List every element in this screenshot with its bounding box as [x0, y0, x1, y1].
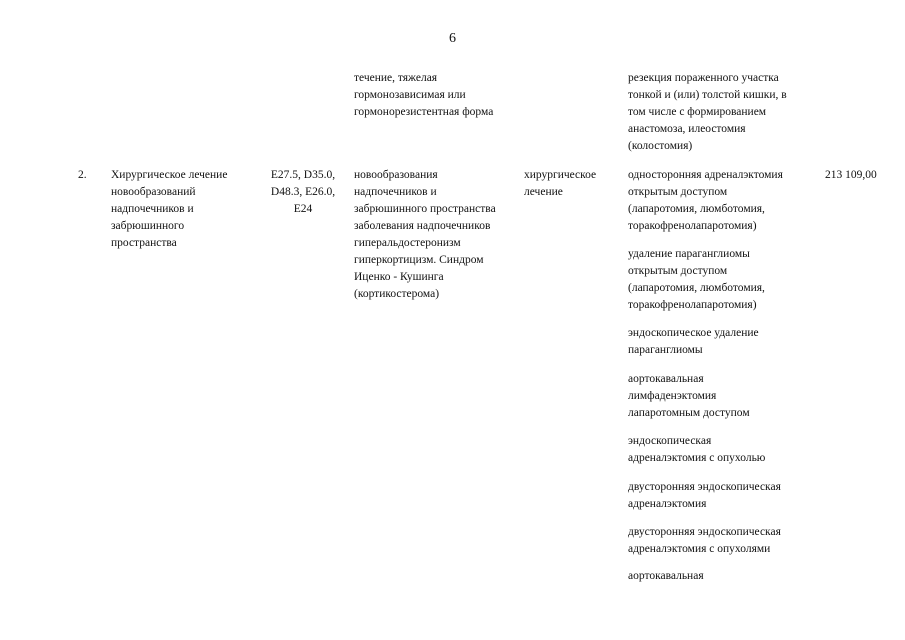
- icd-codes: E27.5, D35.0, D48.3, E26.0, E24: [270, 169, 336, 215]
- treatment-method: двусторонняя эндоскопическая адреналэктомия с опухолями: [628, 526, 781, 555]
- treatment-method: аортокавальная лимфаденэктомия лапаротомным доступом: [628, 373, 750, 419]
- row-name: Хирургическое лечение новообразований надпочечников и забрюшинного пространства: [111, 169, 228, 249]
- price: 213 109,00: [825, 169, 877, 181]
- treatment-method: аортокавальная: [628, 570, 704, 582]
- page-number: 6: [449, 31, 456, 46]
- treatment-method: удаление параганглиомы открытым доступом (лапаротомия, люмботомия, торакофренолапаротомия): [628, 248, 765, 311]
- treatment-method: эндоскопическая адреналэктомия с опухолью: [628, 435, 766, 464]
- continued-patient-model: течение, тяжелая гормонозависимая или гормонорезистентная форма: [354, 72, 494, 118]
- row-number: 2.: [78, 169, 87, 181]
- treatment-method: односторонняя адреналэктомия открытым доступом (лапаротомия, люмботомия, торакофренолапаротомия): [628, 169, 783, 232]
- treatment-type: хирургическое лечение: [524, 169, 597, 198]
- treatment-method: эндоскопическое удаление параганглиомы: [628, 327, 759, 356]
- continued-treatment-method: резекция пораженного участка тонкой и (или) толстой кишки, в том числе с формированием анастомоза, илеостомия (колостомия): [628, 72, 787, 152]
- treatment-method: двусторонняя эндоскопическая адреналэктомия: [628, 481, 781, 510]
- patient-model: новообразования надпочечников и забрюшинного пространства заболевания надпочечников гиперальдостеронизм гиперкортицизм. Синдром Иценко - Кушинга (кортикостерома): [354, 169, 496, 300]
